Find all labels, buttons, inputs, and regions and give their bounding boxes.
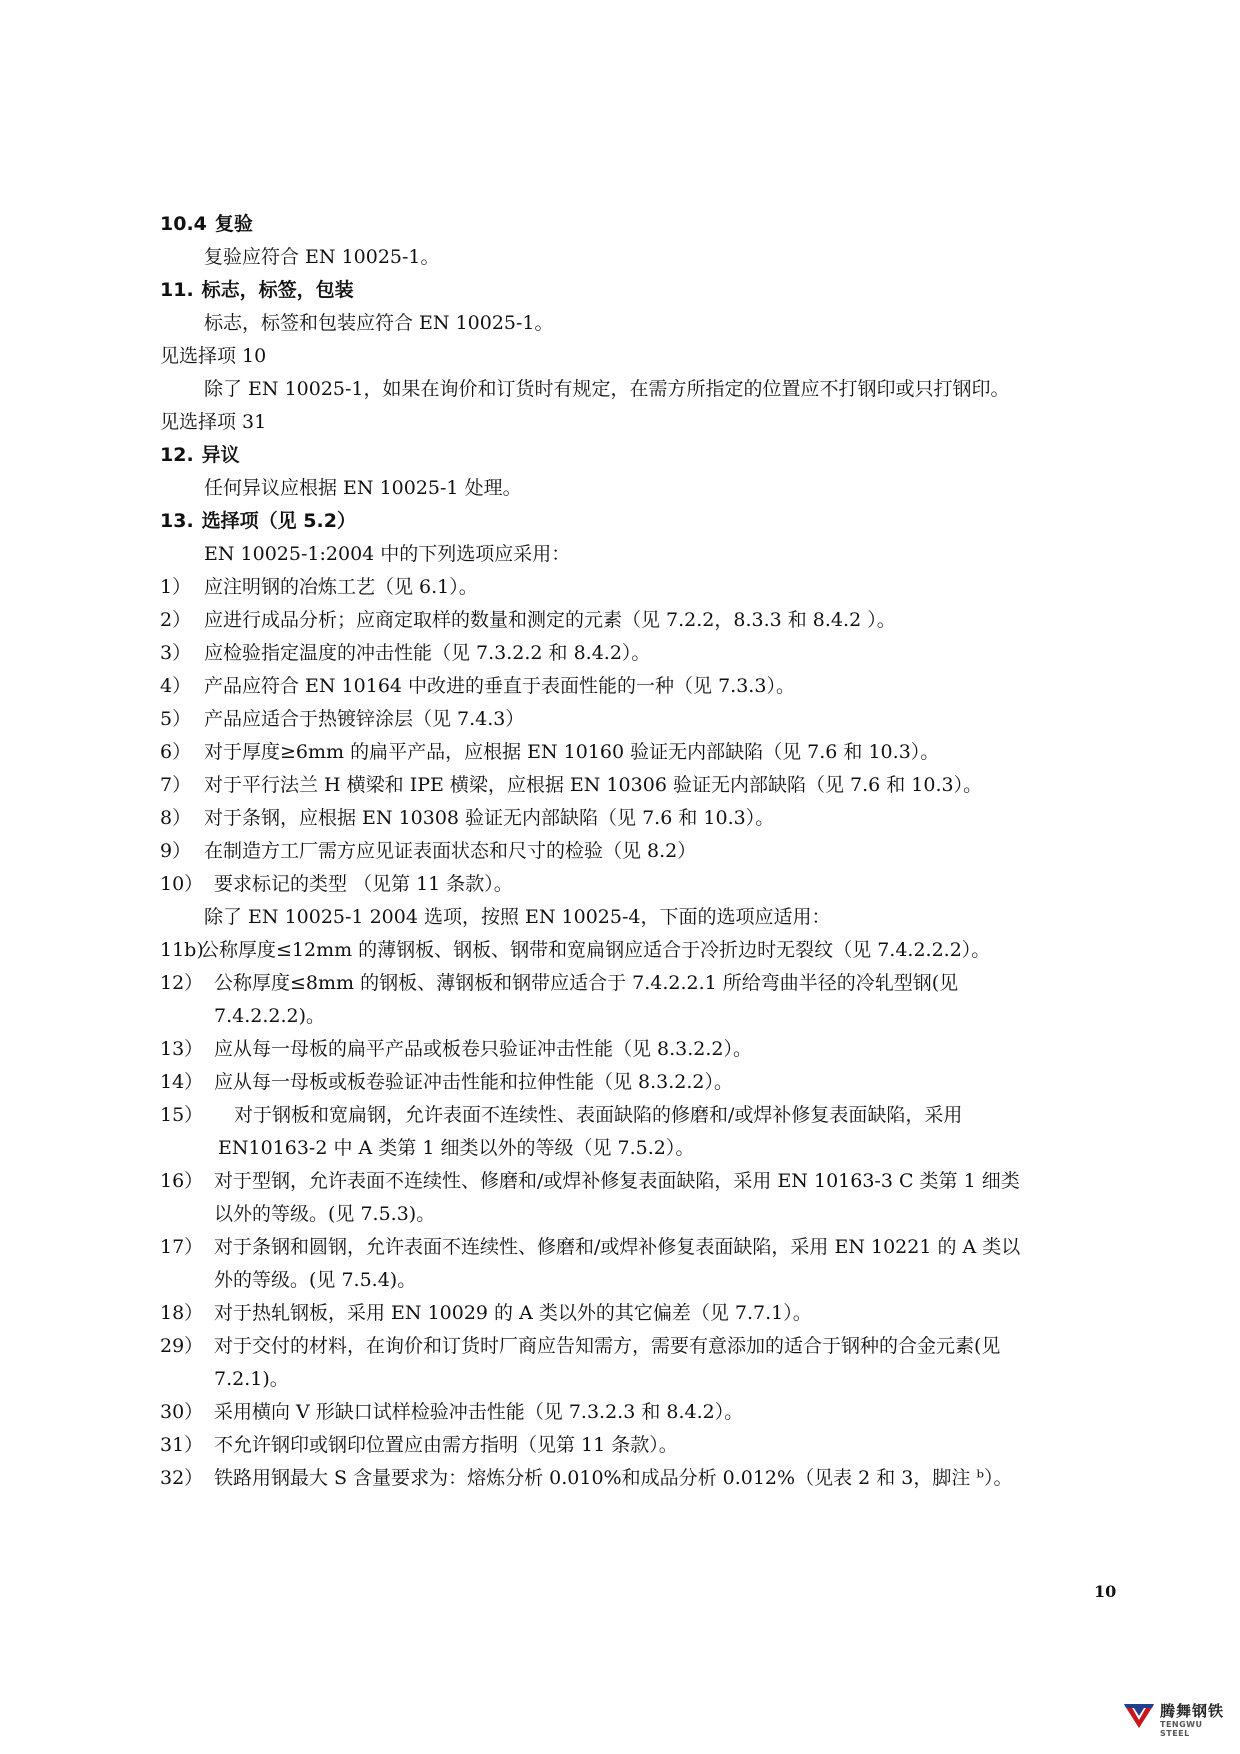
option-10-paragraph: 除了 EN 10025-1，如果在询价和订货时有规定，在需方所指定的位置应不打钢印或只打钢印。: [204, 378, 1010, 400]
document-page: 10.4 复验 复验应符合 EN 10025-1。 11. 标志，标签，包装 标志，标签和包装应符合 EN 10025-1。 见选择项 10 除了 EN 10025-1，如果在询价和订货时有规定，在需方所指定的位置应不打钢印或只打钢印。 见选择项 31 12. 异议 任何异议应根据 EN 10025-1 处理。 13. 选择项（见 5.2） EN 10025-1:2004 中的下列选项应采用： 1） 应注明钢的冶炼工艺（见 6.1）。 2） 应进行成品分析；应商定取样的数量和测定的元素（见 7.2.2，8.3.3 和 8.4.2 ）。 3） 应检验指定温度的冲击性能（见 7.3.2.2 和 8.4.2）。 4） 产品应符合 EN 10164 中改进的垂直于表面性能的一种（见 7.3.3）。 5） 产品应适合于热镀锌涂层（见 7.4.3） 6） 对于厚度≥6mm 的扁平产品，应根据 EN 10160 验证无内部缺陷（见 7.6 和 10.3）。 7） 对于平行法兰 H 横梁和 IPE 横梁，应根据 EN 10306 验证无内部缺陷（见 7.6 和 10.3）。 8） 对于条钢，应根据 EN 10308 验证无内部缺陷（见 7.6 和 10.3）。 9） 在制造方工厂需方应见证表面状态和尺寸的检验（见 8.2） 10） 要求标记的类型 （见第 11 条款）。 除了 EN 10025-1 2004 选项，按照 EN 10025-4，下面的选项应适用： 11b) 公称厚度≤12mm 的薄钢板、钢板、钢带和宽扁钢应适合于冷折边时无裂纹（见 7.4.2.2.2）。 12） 公称厚度≤8mm 的钢板、薄钢板和钢带应适合于 7.4.2.2.1 所给弯曲半径的冷轧型钢(见 7.4.2.2.2)。 13） 应从每一母板的扁平产品或板卷只验证冲击性能（见 8.3.2.2）。 14） 应从每一母板或板卷验证冲击性能和拉伸性能（见 8.3.2.2）。 15） 对于钢板和宽扁钢，允许表面不连续性、表面缺陷的修磨和/或焊补修复表面缺陷，采用 EN10163-2 中 A 类第 1 细类以外的等级（见 7.5.2）。 16） 对于型钢，允许表面不连续性、修磨和/或焊补修复表面缺陷，采用 EN 10163-3 C 类第 1 细类 以外的等级。(见 7.5.3)。 17） 对于条钢和圆钢，允许表面不连续性、修磨和/或焊补修复表面缺陷，采用 EN 10221 的 A 类以 外的等级。(见 7.5.4)。 18） 对于热轧钢板，采用 EN 10029 的 A 类以外的其它偏差（见 7.7.1）。 29） 对于交付的材料，在询价和订货时厂商应告知需方，需要有意添加的适合于钢种的合金元素(见 7.2.1)。 30） 采用横向 V 形缺口试样检验冲击性能（见 7.3.2.3 和 8.4.2）。 31） 不允许钢印或钢印位置应由需方指明（见第 11 条款）。 32） 铁路用钢最大 S 含量要求为：熔炼分析 0.010%和成品分析 0.012%（见表 2 和 3，脚注 ᵇ）。 10 腾舞钢铁 TENGWU STEEL: [0, 0, 1240, 1754]
section-13-intro: EN 10025-1:2004 中的下列选项应采用：: [204, 543, 571, 565]
section-12-body: 任何异议应根据 EN 10025-1 处理。: [204, 477, 522, 499]
section-11-body: 标志，标签和包装应符合 EN 10025-1。: [204, 312, 554, 334]
page-number: 10: [1094, 1582, 1117, 1601]
company-logo: [1122, 1696, 1234, 1736]
section-13-intro-2: 除了 EN 10025-1 2004 选项，按照 EN 10025-4，下面的选项应适用：: [204, 906, 831, 928]
section-12-heading: 12. 异议: [160, 444, 240, 466]
tengwu-logo-icon: [1122, 1698, 1156, 1732]
see-option-31: 见选择项 31: [160, 411, 267, 433]
section-10-4-body: 复验应符合 EN 10025-1。: [204, 246, 440, 268]
section-10-4-heading: 10.4 复验: [160, 213, 253, 235]
logo-text-cn: 腾舞钢铁: [1160, 1702, 1225, 1720]
logo-text-en: TENGWU STEEL: [1160, 1720, 1203, 1738]
section-13-heading: 13. 选择项（见 5.2）: [160, 510, 356, 532]
section-11-heading: 11. 标志，标签，包装: [160, 279, 354, 301]
see-option-10: 见选择项 10: [160, 345, 267, 367]
